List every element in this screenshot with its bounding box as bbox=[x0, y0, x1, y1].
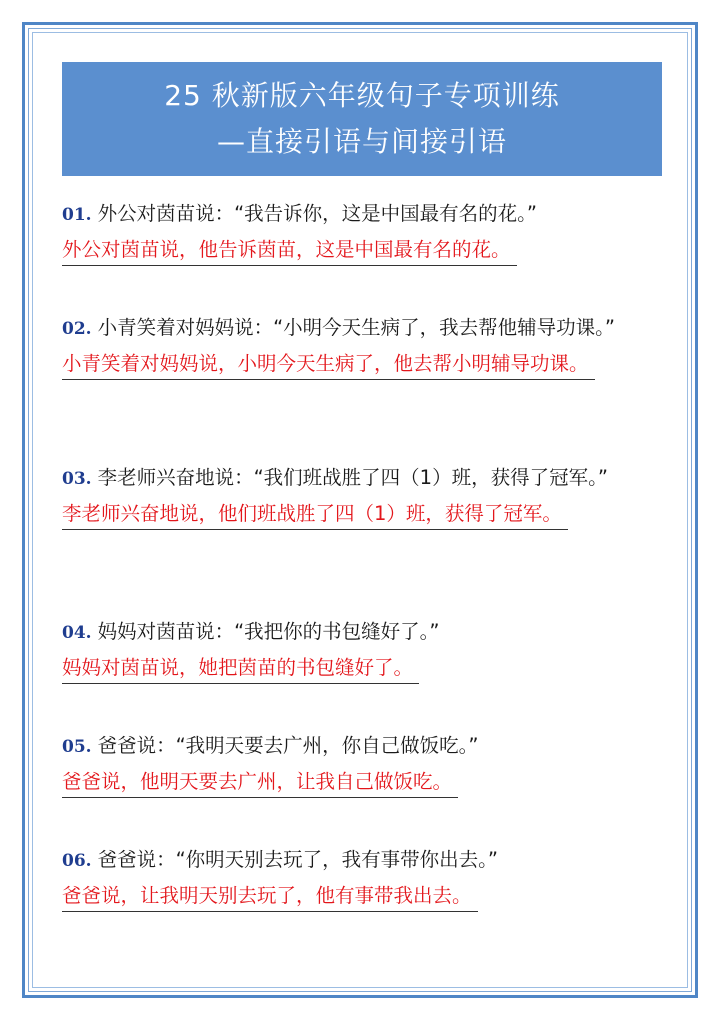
title-banner bbox=[62, 62, 662, 176]
exercise-item-06 bbox=[62, 842, 672, 912]
question-text bbox=[62, 614, 672, 651]
title-line-1: 25 秋新版六年级句子专项训练 bbox=[164, 79, 560, 112]
item-number: 03. bbox=[62, 469, 92, 489]
exercise-item-01 bbox=[62, 196, 672, 266]
answer-text: 妈妈对茵苗说，她把茵苗的书包缝好了。 bbox=[62, 653, 419, 684]
question-sentence: 小青笑着对妈妈说：“小明今天生病了，我去帮他辅导功课。” bbox=[97, 316, 616, 339]
question-text bbox=[62, 842, 672, 879]
question-sentence: 妈妈对茵苗说：“我把你的书包缝好了。” bbox=[97, 620, 440, 643]
question-text bbox=[62, 728, 672, 765]
item-number: 01. bbox=[62, 205, 92, 225]
question-sentence: 外公对茵苗说：“我告诉你，这是中国最有名的花。” bbox=[97, 202, 538, 225]
item-number: 04. bbox=[62, 623, 92, 643]
exercise-item-04 bbox=[62, 614, 672, 684]
question-text bbox=[62, 310, 672, 347]
exercise-item-03 bbox=[62, 460, 672, 530]
title-line-2: —直接引语与间接引语 bbox=[216, 125, 507, 158]
answer-text: 外公对茵苗说，他告诉茵苗，这是中国最有名的花。 bbox=[62, 235, 517, 266]
answer-text: 李老师兴奋地说，他们班战胜了四（1）班，获得了冠军。 bbox=[62, 499, 568, 530]
question-sentence: 爸爸说：“你明天别去玩了，我有事带你出去。” bbox=[97, 848, 499, 871]
answer-text: 小青笑着对妈妈说，小明今天生病了，他去帮小明辅导功课。 bbox=[62, 349, 595, 380]
question-text bbox=[62, 196, 672, 233]
exercise-item-02 bbox=[62, 310, 672, 380]
item-number: 05. bbox=[62, 737, 92, 757]
question-text bbox=[62, 460, 672, 497]
question-sentence: 爸爸说：“我明天要去广州，你自己做饭吃。” bbox=[97, 734, 479, 757]
answer-text: 爸爸说，他明天要去广州，让我自己做饭吃。 bbox=[62, 767, 458, 798]
answer-text: 爸爸说，让我明天别去玩了，他有事带我出去。 bbox=[62, 881, 478, 912]
exercise-item-05 bbox=[62, 728, 672, 798]
question-sentence: 李老师兴奋地说：“我们班战胜了四（1）班，获得了冠军。” bbox=[97, 466, 608, 489]
item-number: 06. bbox=[62, 851, 92, 871]
item-number: 02. bbox=[62, 319, 92, 339]
